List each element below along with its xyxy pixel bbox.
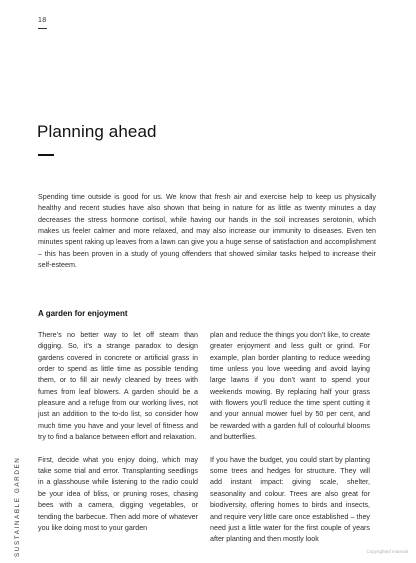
title-rule: [38, 154, 54, 156]
section-heading: A garden for enjoyment: [38, 309, 128, 318]
side-running-label: [14, 435, 23, 560]
copyright-note: Copyrighted material: [366, 549, 408, 554]
right-column: [210, 330, 370, 557]
page-number: 18: [38, 17, 47, 24]
intro-paragraph: Spending time outside is good for us. We know that fresh air and exercise help to keep us physically healthy and recent studies have also shown that being in nature for as little as twenty minutes a day decreases the stress hormone cortisol, while having our hands in the soil increases serotonin, which makes us feeler calmer and more relaxed, and may also increase our immunity to diseases. Even ten minutes spent raking up leaves from a lawn can give you a huge sense of satisfaction and accomplishment – this has been proven in a study of young offenders that showed similar tasks helped to increase their self-esteem.: [38, 193, 376, 270]
body-paragraph: There’s no better way to let off steam than digging. So, it’s a strange paradox to design gardens covered in concrete or artificial grass in order to spend as little time as possible tending them, or to fill air newly cleaned by trees with fumes from leaf blowers. A garden should be a pleasure and a refuge from our working lives, not just an addition to the to-do list, so consider how much time you have and your level of fitness and try to find a balance between effort and relaxation.: [38, 331, 198, 442]
body-paragraph: plan and reduce the things you don’t like, to create greater enjoyment and less guilt or grind. For example, plan border planting to reduce weeding time unless you love weeding and avoid laying large lawns if you don’t want to spend your weekends mowing. By replacing half your grass with flowers you’ll reduce the time spent cutting it and your annual mower fuel by 50 per cent, and be rewarded with a garden full of colourful blooms and butterflies.: [210, 331, 370, 442]
body-paragraph: If you have the budget, you could start by planting some trees and hedges for structure. They will add instant impact: giving scale, shelter, seasonality and colour. Trees are also great for biodiversity, offering homes to birds and insects, and require very little care once established – they need just a little water for the first couple of years after planting and then mostly look: [210, 455, 370, 544]
page-number-rule: [38, 28, 47, 29]
left-column: [38, 330, 198, 546]
body-paragraph: First, decide what you enjoy doing, which may take some trial and error. Transplanting seedlings in a glasshouse while listening to the radio could be your idea of bliss, or pruning roses, chasing bees with a camera, digging vegetables, or tending the barbecue. Then add more of whatever you like doing most to your garden: [38, 455, 198, 532]
page-title: Planning ahead: [37, 122, 157, 141]
side-running-label-text: SUSTAINABLE GARDEN: [14, 456, 21, 557]
